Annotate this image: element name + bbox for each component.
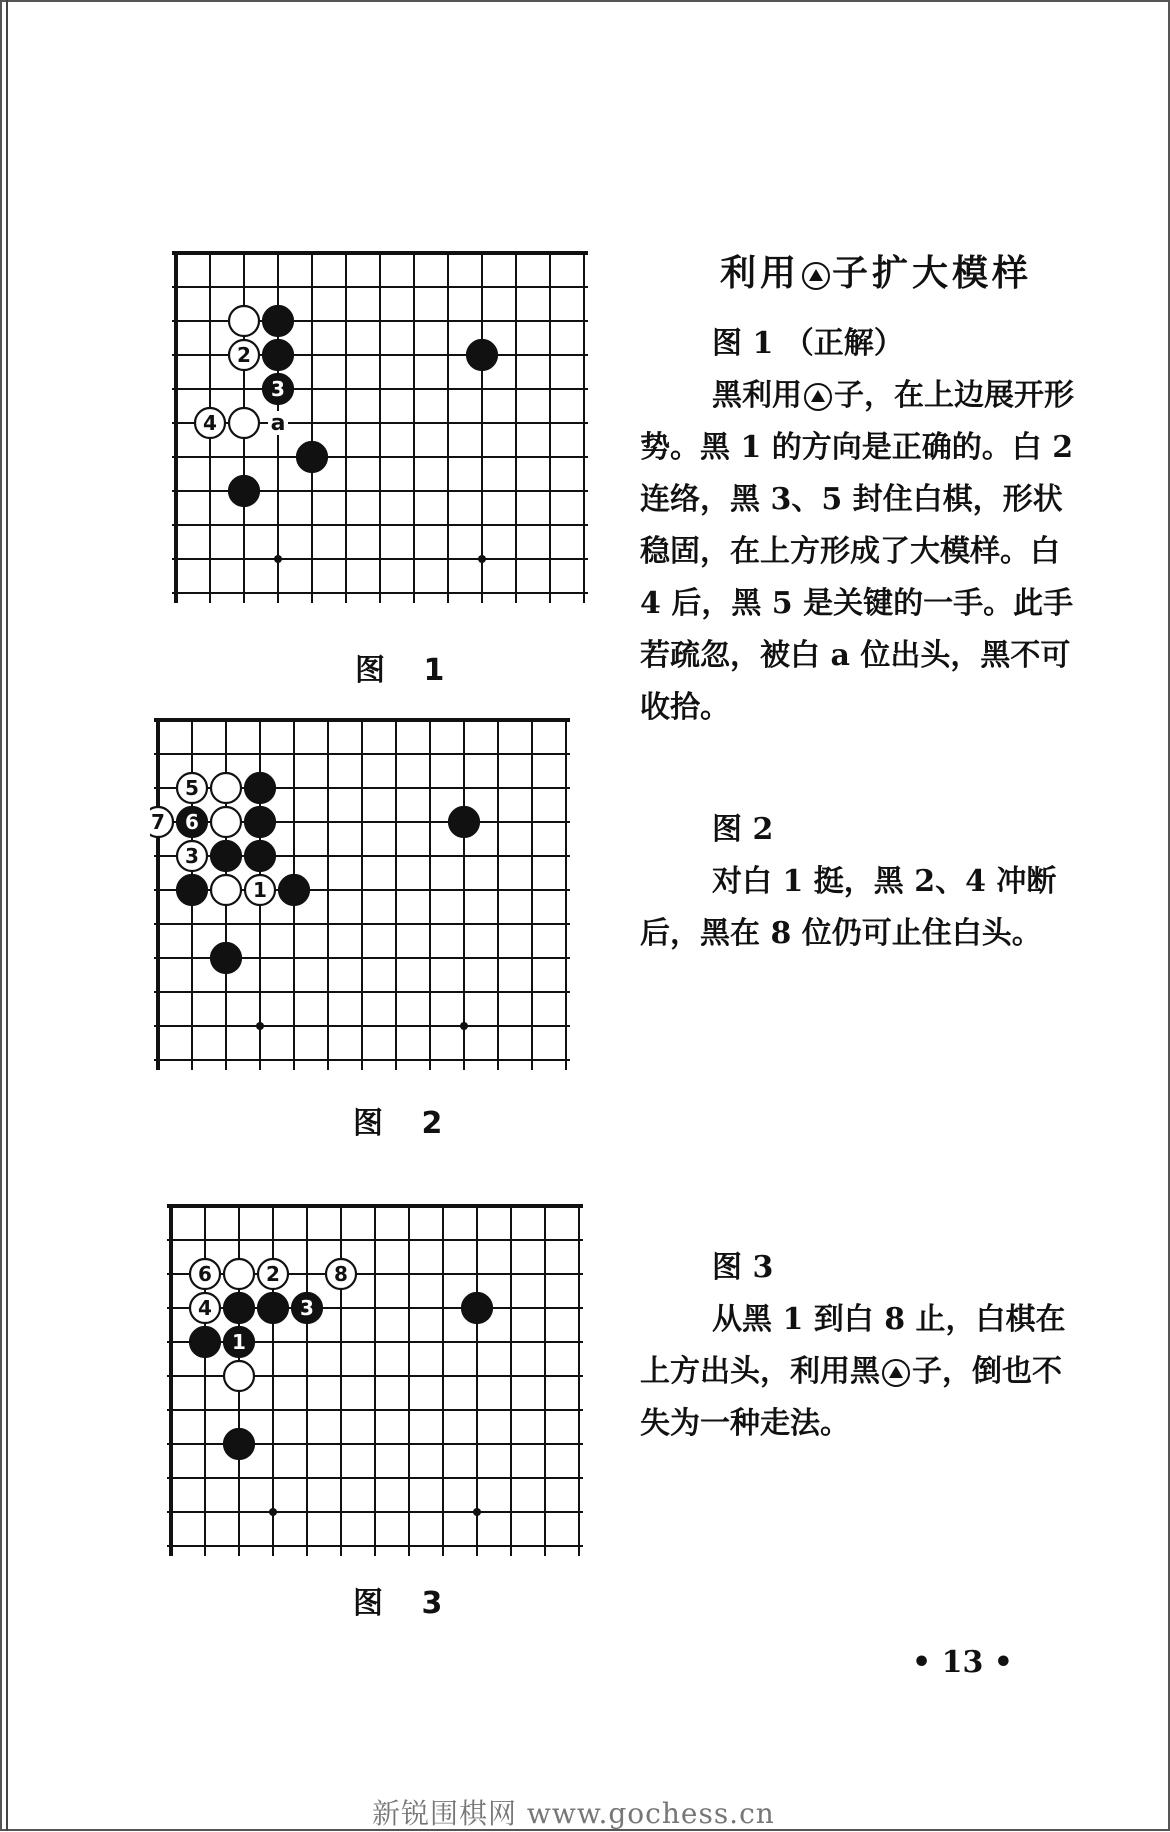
black-stone (190, 1327, 220, 1357)
stone-move-number: 3 (300, 1296, 314, 1320)
figure-3-paragraph-b: 子，倒也不失为一种走法。 (640, 1354, 1062, 1441)
white-stone (229, 408, 259, 438)
triangle-stone-icon (802, 262, 830, 290)
figure-3-text (640, 1242, 1080, 1450)
black-stone (224, 1293, 254, 1323)
star-point (473, 1508, 481, 1516)
stone-move-number: 1 (253, 878, 267, 902)
stone-move-number: 5 (185, 776, 199, 800)
page-number: • 13 • (912, 1645, 1013, 1680)
figure-1-paragraph (640, 370, 1080, 734)
go-board-1 (168, 245, 608, 620)
title-text-pre: 利用 (720, 252, 801, 294)
go-board-3-svg (163, 1198, 608, 1573)
triangle-stone-icon (804, 383, 832, 411)
black-stone (211, 943, 241, 973)
white-stone (229, 306, 259, 336)
white-stone (211, 773, 241, 803)
white-stone (211, 807, 241, 837)
go-board-2 (150, 712, 600, 1087)
figure-3-heading: 图 3 (712, 1250, 774, 1285)
stone-move-number: 3 (185, 844, 199, 868)
black-stone (229, 476, 259, 506)
black-stone (245, 841, 275, 871)
figure-2-caption: 图 2 (353, 1106, 457, 1141)
watermark: 新锐围棋网 www.gochess.cn (372, 1797, 775, 1830)
figure-3-paragraph (640, 1294, 1080, 1450)
stone-move-number: 1 (232, 1330, 246, 1354)
figure-3-caption: 图 3 (353, 1586, 457, 1621)
star-point (460, 1022, 468, 1030)
go-board-1-svg (168, 245, 608, 620)
black-stone (224, 1429, 254, 1459)
board-mark-label: a (270, 411, 286, 436)
figure-3-paragraph-a: 从黑 1 到白 8 止，白棋在上方出头，利用黑 (640, 1302, 1066, 1389)
star-point (274, 555, 282, 563)
black-stone (245, 773, 275, 803)
stone-move-number: 6 (185, 810, 199, 834)
black-stone (449, 807, 479, 837)
black-stone (263, 340, 293, 370)
stone-move-number: 2 (266, 1262, 280, 1286)
figure-1-heading: 图 1 （正解） (712, 326, 904, 361)
black-stone (177, 875, 207, 905)
figure-2-heading: 图 2 (712, 812, 774, 847)
go-board-2-svg (150, 712, 600, 1087)
white-stone (224, 1361, 254, 1391)
black-stone (245, 807, 275, 837)
white-stone (224, 1259, 254, 1289)
go-board-3 (163, 1198, 608, 1573)
stone-move-number: 6 (198, 1262, 212, 1286)
triangle-stone-icon (882, 1359, 910, 1387)
figure-1-caption: 图 1 (355, 653, 459, 688)
black-stone (279, 875, 309, 905)
binding-edge (6, 0, 8, 1831)
title-text-post: 子扩大模样 (832, 252, 1033, 294)
star-point (478, 555, 486, 563)
figure-1-paragraph-a: 黑利用 (712, 378, 802, 413)
star-point (256, 1022, 264, 1030)
black-stone (462, 1293, 492, 1323)
figure-1-text (640, 318, 1080, 734)
stone-move-number: 3 (271, 377, 285, 401)
figure-1-paragraph-b: 子，在上边展开形势。黑 1 的方向是正确的。白 2 连络，黑 3、5 封住白棋，形状稳固，在上方形成了大模样。白 4 后，黑 5 是关键的一手。此手若疏忽，被白 a 位出头，黑不可收拾。 (640, 378, 1074, 725)
figure-2-text (640, 804, 1080, 960)
figure-2-paragraph: 对白 1 挺，黑 2、4 冲断后，黑在 8 位仍可止住白头。 (640, 864, 1057, 951)
star-point (269, 1508, 277, 1516)
black-stone (297, 442, 327, 472)
stone-move-number: 2 (237, 343, 251, 367)
black-stone (211, 841, 241, 871)
white-stone (211, 875, 241, 905)
stone-move-number: 4 (198, 1296, 212, 1320)
black-stone (258, 1293, 288, 1323)
page-title (720, 245, 1032, 296)
stone-move-number: 7 (151, 810, 165, 834)
stone-move-number: 8 (334, 1262, 348, 1286)
stone-move-number: 4 (203, 411, 217, 435)
black-stone (263, 306, 293, 336)
black-stone (467, 340, 497, 370)
